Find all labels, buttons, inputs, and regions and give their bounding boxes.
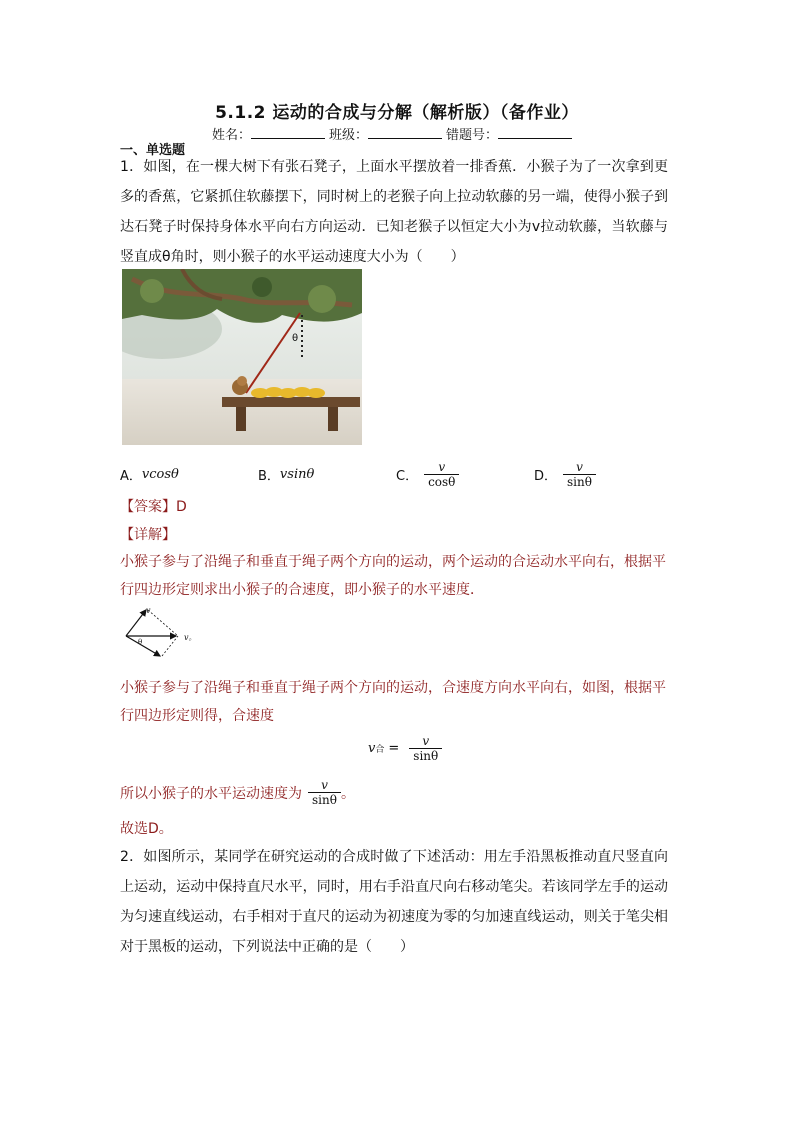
student-info-line	[212, 124, 576, 143]
diagram-theta-label: θ	[138, 638, 143, 646]
option-c-fraction	[424, 460, 459, 489]
section-heading: 一、单选题	[120, 143, 186, 158]
explanation-2: 小猴子参与了沿绳子和垂直于绳子两个方向的运动，合速度方向水平向右，如图，根据平行四边形定则得，合速度	[120, 680, 666, 724]
diagram-v-label: v	[146, 606, 151, 615]
error-label: 错题号：	[446, 128, 499, 143]
option-d-denominator: sinθ	[563, 474, 596, 489]
option-c-numerator: v	[438, 459, 446, 474]
explanation-3-fraction	[308, 778, 341, 807]
question-1-text: 1．如图，在一棵大树下有张石凳子，上面水平摆放着一排香蕉．小猴子为了一次拿到更多的香蕉，它紧抓住软藤摆下，同时树上的老猴子向上拉动软藤的另一端，使得小猴子到达石凳子时保持身体水平向右方向运动．已知老猴子以恒定大小为v拉动软藤，当软藤与竖直成θ角时，则小猴子的水平运动速度大小为（ ）	[120, 159, 668, 265]
formula-denominator: sinθ	[409, 748, 442, 763]
option-d-fraction	[563, 460, 596, 489]
monkey-bench-photo	[122, 269, 362, 445]
question-1-options	[120, 456, 680, 492]
conclusion: 故选D。	[120, 821, 173, 837]
formula-lhs-subscript: 合	[375, 745, 385, 755]
name-label: 姓名：	[212, 128, 252, 143]
resultant-velocity-formula	[368, 734, 442, 763]
option-b[interactable]	[258, 456, 314, 492]
option-b-label: B．	[258, 468, 280, 484]
option-c-label: C．	[396, 468, 419, 484]
option-a-expr: vcosθ	[141, 466, 179, 482]
explanation-3-numerator: v	[321, 778, 328, 792]
answer-label: 【答案】D	[120, 499, 187, 515]
explanation-1: 小猴子参与了沿绳子和垂直于绳子两个方向的运动，两个运动的合运动水平向右，根据平行四边形定则求出小猴子的合速度，即小猴子的水平速度．	[120, 554, 666, 598]
option-c[interactable]	[396, 456, 459, 492]
formula-fraction	[409, 734, 442, 763]
question-2-text: 2．如图所示，某同学在研究运动的合成时做了下述活动：用左手沿黑板推动直尺竖直向上运动，运动中保持直尺水平，同时，用右手沿直尺向右移动笔尖。若该同学左手的运动为匀速直线运动，右手相对于直尺的运动为初速度为零的匀加速直线运动，则关于笔尖相对于黑板的运动，下列说法中正确的是（ ）	[120, 849, 668, 955]
option-a[interactable]	[120, 456, 179, 492]
explanation-3-prefix: 所以小猴子的水平运动速度为	[120, 785, 302, 802]
explanation-3-suffix: 。	[340, 785, 355, 802]
option-d-label: D．	[534, 468, 558, 484]
option-d[interactable]	[534, 456, 596, 492]
class-label: 班级：	[329, 128, 369, 143]
error-blank	[498, 126, 572, 139]
photo-theta-label: θ	[292, 333, 299, 344]
name-blank	[251, 126, 325, 139]
explanation-3-denominator: sinθ	[308, 792, 341, 807]
page-title: 5.1.2 运动的合成与分解（解析版）（备作业）	[215, 103, 579, 123]
option-d-numerator: v	[576, 459, 583, 474]
option-b-expr: vsinθ	[279, 466, 315, 482]
velocity-parallelogram-diagram	[120, 604, 210, 660]
explanation-3	[120, 778, 355, 807]
detail-label: 【详解】	[120, 527, 176, 543]
diagram-vh-label: v。	[184, 633, 197, 642]
option-c-denominator: cosθ	[424, 474, 459, 489]
formula-lhs: v	[368, 741, 376, 756]
option-a-label: A．	[120, 468, 142, 484]
formula-numerator: v	[422, 734, 430, 748]
class-blank	[368, 126, 442, 139]
formula-equals: =	[388, 741, 400, 756]
